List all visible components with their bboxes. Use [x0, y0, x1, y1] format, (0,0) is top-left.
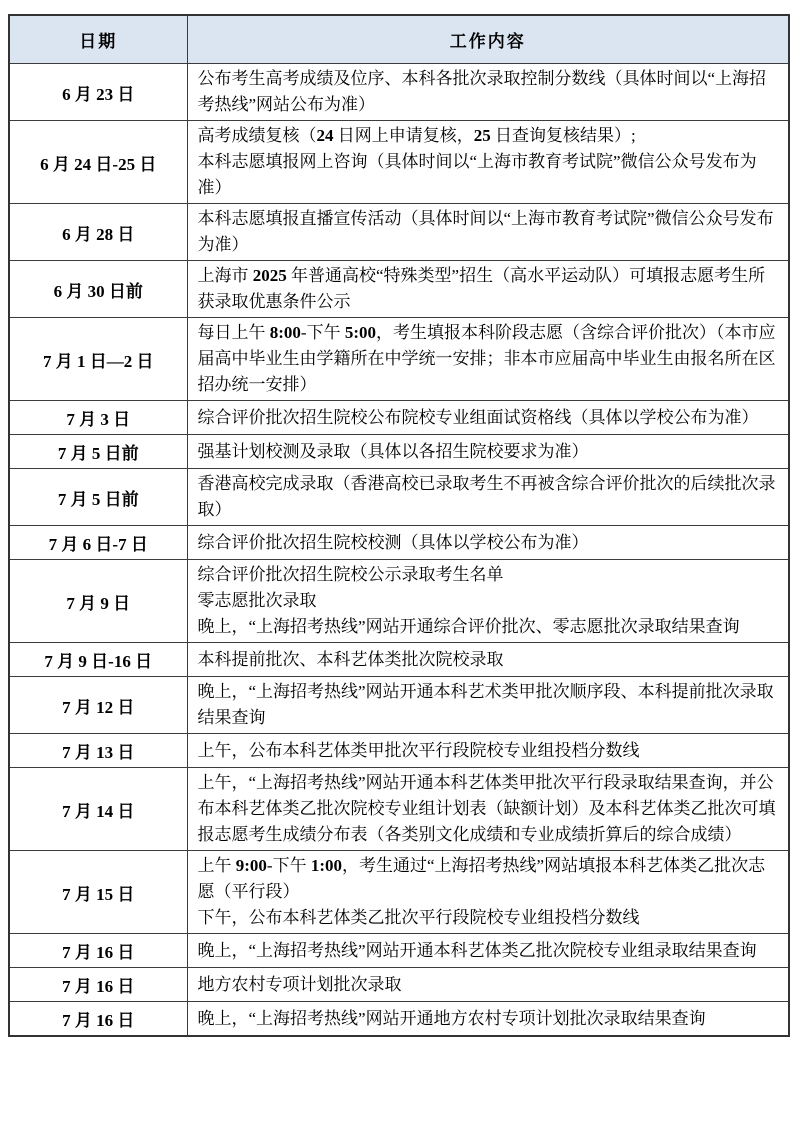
content-cell: [187, 734, 789, 768]
content-cell: [187, 934, 789, 968]
table-row: [9, 677, 789, 734]
content-paragraph: 地方农村专项计划批次录取: [197, 974, 402, 994]
content-cell: [187, 121, 789, 204]
content-paragraph: 上午，“上海招考热线”网站开通本科艺体类甲批次平行段录取结果查询，并公布本科艺体类乙批次院校专业组计划表（缺额计划）及本科艺体类乙批次可填报志愿考生成绩分布表（各类别文化成绩和专业成绩折算后的综合成绩）: [197, 773, 776, 844]
table-row: [9, 64, 789, 121]
content-paragraph: 本科提前批次、本科艺体类批次院校录取: [197, 649, 504, 669]
date-cell: 7 月 6 日-7 日: [9, 526, 187, 560]
table-row: [9, 261, 789, 318]
content-cell: [187, 768, 789, 851]
content-cell: [187, 401, 789, 435]
table-row: [9, 643, 789, 677]
content-paragraph: 综合评价批次招生院校公布院校专业组面试资格线（具体以学校公布为准）: [197, 407, 759, 427]
content-paragraph: 强基计划校测及录取（具体以各招生院校要求为准）: [197, 441, 589, 461]
table-row: [9, 1002, 789, 1037]
content-cell: [187, 643, 789, 677]
content-cell: [187, 435, 789, 469]
table-row: [9, 121, 789, 204]
content-paragraph: 晚上，“上海招考热线”网站开通综合评价批次、零志愿批次录取结果查询: [197, 617, 740, 636]
date-cell: 7 月 13 日: [9, 734, 187, 768]
content-cell: [187, 677, 789, 734]
date-cell: 7 月 14 日: [9, 768, 187, 851]
content-cell: [187, 526, 789, 560]
table-row: [9, 968, 789, 1002]
content-paragraph: 综合评价批次招生院校校测（具体以学校公布为准）: [197, 532, 589, 552]
date-cell: 7 月 9 日: [9, 560, 187, 643]
date-cell: 7 月 3 日: [9, 401, 187, 435]
content-paragraph: 综合评价批次招生院校公示录取考生名单: [197, 565, 504, 584]
date-cell: 7 月 12 日: [9, 677, 187, 734]
content-paragraph: 高考成绩复核（24 日网上申请复核，25 日查询复核结果）;: [197, 126, 636, 145]
content-paragraph: 下午，公布本科艺体类乙批次平行段院校专业组投档分数线: [197, 908, 640, 927]
table-row: [9, 851, 789, 934]
content-paragraph: 本科志愿填报网上咨询（具体时间以“上海市教育考试院”微信公众号发布为准）: [197, 152, 757, 197]
content-cell: [187, 560, 789, 643]
table-row: [9, 204, 789, 261]
table-row: [9, 734, 789, 768]
date-cell: 6 月 23 日: [9, 64, 187, 121]
content-paragraph: 公布考生高考成绩及位序、本科各批次录取控制分数线（具体时间以“上海招考热线”网站公布为准）: [197, 69, 767, 114]
date-cell: 7 月 16 日: [9, 934, 187, 968]
content-paragraph: 上午，公布本科艺体类甲批次平行段院校专业组投档分数线: [197, 740, 640, 760]
date-cell: 7 月 16 日: [9, 1002, 187, 1037]
content-cell: [187, 851, 789, 934]
column-header-content: 工作内容: [187, 15, 789, 64]
table-row: [9, 401, 789, 435]
date-cell: 7 月 15 日: [9, 851, 187, 934]
date-cell: 6 月 30 日前: [9, 261, 187, 318]
date-cell: 7 月 9 日-16 日: [9, 643, 187, 677]
table-row: [9, 435, 789, 469]
column-header-date: 日期: [9, 15, 187, 64]
content-cell: [187, 318, 789, 401]
content-paragraph: 零志愿批次录取: [197, 591, 317, 610]
date-cell: 7 月 16 日: [9, 968, 187, 1002]
table-row: [9, 526, 789, 560]
content-paragraph: 晚上，“上海招考热线”网站开通本科艺术类甲批次顺序段、本科提前批次录取结果查询: [197, 682, 774, 727]
content-paragraph: 香港高校完成录取（香港高校已录取考生不再被含综合评价批次的后续批次录取）: [197, 474, 776, 519]
table-row: [9, 768, 789, 851]
content-paragraph: 晚上，“上海招考热线”网站开通地方农村专项计划批次录取结果查询: [197, 1008, 706, 1028]
date-cell: 6 月 24 日-25 日: [9, 121, 187, 204]
content-paragraph: 本科志愿填报直播宣传活动（具体时间以“上海市教育考试院”微信公众号发布为准）: [197, 209, 774, 254]
content-paragraph: 上午 9:00-下午 1:00，考生通过“上海招考热线”网站填报本科艺体类乙批次志愿（平行段）: [197, 856, 766, 901]
header-row: [9, 15, 789, 64]
table-row: [9, 469, 789, 526]
table-row: [9, 560, 789, 643]
content-cell: [187, 204, 789, 261]
table-row: [9, 934, 789, 968]
content-paragraph: 上海市 2025 年普通高校“特殊类型”招生（高水平运动队）可填报志愿考生所获录取优惠条件公示: [197, 266, 766, 311]
date-cell: 7 月 5 日前: [9, 469, 187, 526]
content-paragraph: 晚上，“上海招考热线”网站开通本科艺体类乙批次院校专业组录取结果查询: [197, 940, 757, 960]
content-paragraph: 每日上午 8:00-下午 5:00，考生填报本科阶段志愿（含综合评价批次）（本市应届高中毕业生由学籍所在中学统一安排；非本市应届高中毕业生由报名所在区招办统一安排）: [197, 323, 776, 394]
content-cell: [187, 1002, 789, 1037]
content-cell: [187, 64, 789, 121]
table-row: [9, 318, 789, 401]
content-cell: [187, 261, 789, 318]
date-cell: 7 月 1 日—2 日: [9, 318, 187, 401]
content-cell: [187, 469, 789, 526]
date-cell: 7 月 5 日前: [9, 435, 187, 469]
schedule-table: [8, 14, 790, 1037]
date-cell: 6 月 28 日: [9, 204, 187, 261]
content-cell: [187, 968, 789, 1002]
